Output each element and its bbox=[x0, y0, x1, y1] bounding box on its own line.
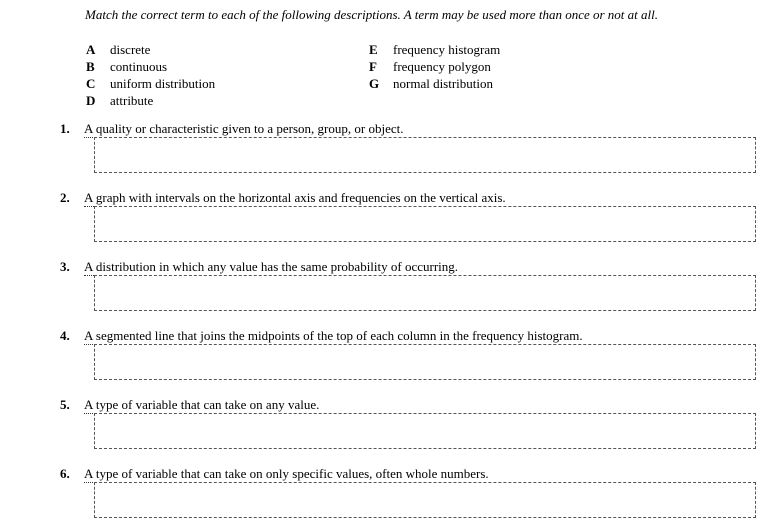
terms-list-right bbox=[369, 41, 500, 92]
term-label: attribute bbox=[110, 93, 154, 108]
question-3 bbox=[60, 258, 760, 275]
term-label: frequency polygon bbox=[393, 59, 491, 74]
question-number: 6. bbox=[60, 466, 70, 481]
question-text: A quality or characteristic given to a person, group, or object. bbox=[84, 121, 404, 136]
question-text: A distribution in which any value has the same probability of occurring. bbox=[84, 259, 459, 274]
question-5 bbox=[60, 396, 760, 413]
term-label: uniform distribution bbox=[110, 76, 216, 91]
question-text: A type of variable that can take on any value. bbox=[84, 397, 320, 412]
answer-box-1[interactable] bbox=[94, 137, 756, 173]
question-number: 4. bbox=[60, 328, 70, 343]
question-text: A graph with intervals on the horizontal axis and frequencies on the vertical axis. bbox=[84, 190, 506, 205]
term-label: discrete bbox=[110, 42, 151, 57]
term-label: normal distribution bbox=[393, 76, 494, 91]
answer-box-6[interactable] bbox=[94, 482, 756, 518]
term-letter: E bbox=[369, 42, 378, 57]
question-2 bbox=[60, 189, 760, 206]
term-g bbox=[369, 75, 500, 92]
question-text: A type of variable that can take on only specific values, often whole numbers. bbox=[84, 466, 489, 481]
question-text: A segmented line that joins the midpoints of the top of each column in the frequency histogram. bbox=[84, 328, 583, 343]
term-letter: A bbox=[86, 42, 96, 57]
term-letter: C bbox=[86, 76, 96, 91]
term-letter: F bbox=[369, 59, 377, 74]
term-e bbox=[369, 41, 500, 58]
term-f bbox=[369, 58, 500, 75]
answer-box-2[interactable] bbox=[94, 206, 756, 242]
term-letter: D bbox=[86, 93, 96, 108]
term-c bbox=[86, 75, 215, 92]
terms-list-left bbox=[86, 41, 215, 109]
term-letter: G bbox=[369, 76, 380, 91]
question-6 bbox=[60, 465, 760, 482]
term-label: frequency histogram bbox=[393, 42, 501, 57]
answer-box-3[interactable] bbox=[94, 275, 756, 311]
question-number: 2. bbox=[60, 190, 70, 205]
question-4 bbox=[60, 327, 760, 344]
question-number: 5. bbox=[60, 397, 70, 412]
term-letter: B bbox=[86, 59, 95, 74]
term-d bbox=[86, 92, 215, 109]
question-1 bbox=[60, 120, 760, 137]
question-number: 3. bbox=[60, 259, 70, 274]
term-b bbox=[86, 58, 215, 75]
term-label: continuous bbox=[110, 59, 168, 74]
term-a bbox=[86, 41, 215, 58]
answer-box-5[interactable] bbox=[94, 413, 756, 449]
instructions-text: Match the correct term to each of the following descriptions. A term may be used more than once or not at all. bbox=[85, 7, 658, 22]
question-number: 1. bbox=[60, 121, 70, 136]
answer-box-4[interactable] bbox=[94, 344, 756, 380]
